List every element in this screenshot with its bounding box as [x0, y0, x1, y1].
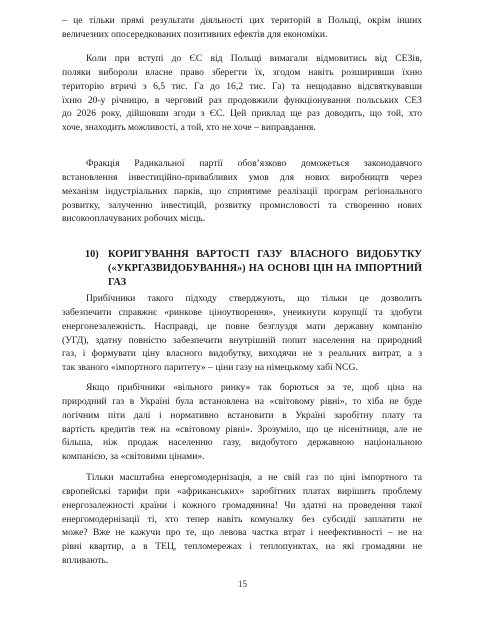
paragraph-line: компанією, за «світовими цінами».	[62, 451, 205, 463]
section-title-line: («УКРГАЗВИДОБУВАННЯ») НА ОСНОВІ ЦІН НА ІМПОРТНИЙ	[108, 263, 422, 274]
paragraph-line: територію втричі з 6,5 тис. Га до 16,2 тис. Га) та нещодавно відсвяткувавши	[62, 80, 422, 92]
paragraph-line: Коли при вступі до ЄС від Польщі вимагали відмовитись від СЕЗів,	[86, 53, 422, 64]
paragraph-line: енергонезалежність. Насправді, це повне безглуздя мати державну компанію	[62, 320, 422, 332]
paragraph-line: впливають.	[62, 555, 109, 567]
paragraph-line: енергомодернізації ті, хто тепер навіть комуналку без субсидії заплатити не	[62, 513, 422, 525]
paragraph-line: може? Вже не кажучи про те, що левова частка втрат і неефективності – не на	[62, 527, 422, 539]
paragraph-line: рівні квартир, а в ТЕЦ, тепломережах і теплопунктах, на які громадяни не	[62, 541, 422, 553]
paragraph-line: їхню 20-у річницю, в черговий раз продовжили функціонування польських СЕЗ	[62, 94, 422, 106]
section-heading	[62, 248, 422, 290]
paragraph-line: розвитку, залученню інвестицій, розвитку промисловості та створенню нових	[62, 199, 422, 211]
section-title-line: КОРИГУВАННЯ ВАРТОСТІ ГАЗУ ВЛАСНОГО ВИДОБУТКУ	[108, 249, 422, 260]
paragraph-line: газ, і формувати ціну власного видобутку, виходячи не з реальних витрат, а з	[62, 348, 422, 360]
paragraph-line: логічним піти далі і нормативно встановити в Україні заробітну плату та	[62, 409, 422, 421]
paragraph-line: природний газ в Україні була встановлена на «світовому рівні», то хіба не буде	[62, 395, 422, 407]
paragraph-line: так званого «імпортного паритету» – ціни газу на німецькому хабі NCG.	[62, 362, 358, 374]
paragraph-line: (УГД), здатну повністю забезпечити внутрішній попит населення на природний	[62, 334, 422, 346]
paragraph-line: високооплачуваних робочих місць.	[62, 213, 206, 225]
paragraph-line: європейські тарифи при «африканських» заробітних платах вирішить проблему	[62, 485, 422, 497]
paragraph-line: більша, ніж продаж населенню газу, видобутого державною національною	[62, 437, 422, 449]
paragraph-line: забезпечити справжнє «ринкове ціноутворення», унеикнути корупції та здобути	[62, 306, 422, 318]
paragraph-line: Прибічники такого підходу стверджують, що тільки це дозволить	[86, 293, 422, 304]
paragraph-line: хоче, знаходить можливості, а той, хто не хоче – виправдання.	[62, 122, 316, 134]
paragraph-line: до 2026 року, дійшовши згоди з ЄС. Цей приклад ще раз доводить, що той, хто	[62, 108, 422, 120]
page-number: 15	[238, 579, 247, 589]
paragraph-line: механізм індустріальних парків, що сприятиме реалізації програм регіонального	[62, 185, 422, 197]
paragraph-line: Фракція Радикальної партії обов’язково доможеться законодавчого	[86, 158, 422, 169]
paragraph-line: Якщо прибічники «вільного ринку» так борються за те, щоб ціна на	[86, 382, 422, 393]
paragraph-1	[62, 14, 422, 42]
section-title	[108, 248, 422, 290]
paragraph-line: Тільки масштабна енергомодернізація, а не свій газ по ціні імпортного та	[86, 472, 422, 483]
paragraph-2	[62, 52, 422, 135]
paragraph-6	[62, 471, 422, 568]
paragraph-line: величезних опосередкованих позитивних ефектів для економіки.	[62, 28, 328, 40]
paragraph-line: встановлення інвестиційно-привабливих умов для нових виробництв через	[62, 171, 422, 183]
section-number: 10)	[85, 249, 99, 260]
paragraph-5	[62, 381, 422, 464]
paragraph-4	[62, 292, 422, 375]
paragraph-line: вартість кредитів теж на «світовому рівні». Зрозуміло, що це нісенітниця, але не	[62, 423, 422, 435]
paragraph-3	[62, 157, 422, 226]
section-title-line: ГАЗ	[108, 277, 127, 288]
paragraph-line: енергозалежності країни і кожного громадянина! Чи здатні на проведення такої	[62, 499, 422, 511]
paragraph-line: – це тільки прямі результати діяльності цих територій в Польщі, окрім інших	[62, 15, 422, 26]
paragraph-line: поляки вибороли власне право зберегти їх, згодом навіть розширивши їхню	[62, 66, 422, 78]
